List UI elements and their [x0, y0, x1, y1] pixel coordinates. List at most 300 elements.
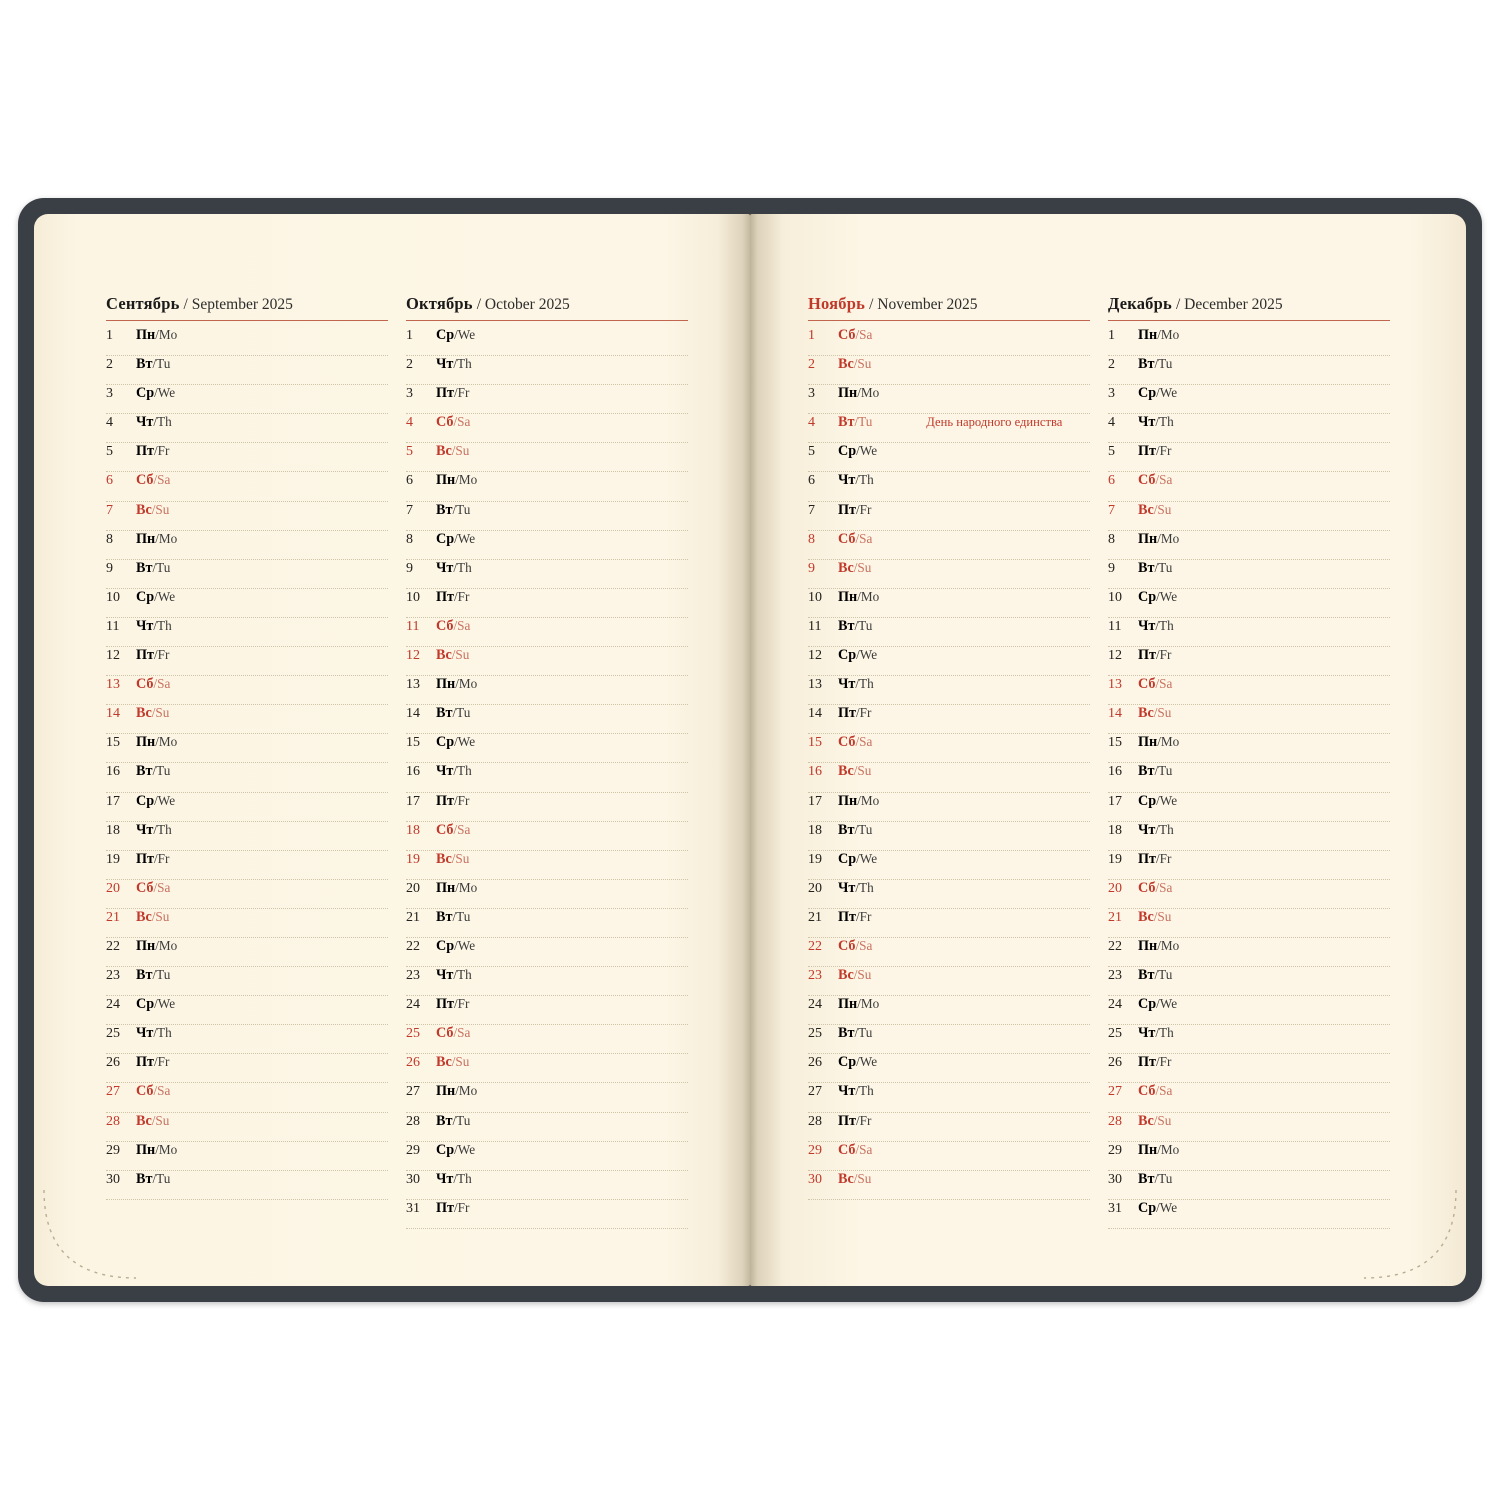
day-weekday-abbr	[838, 734, 872, 751]
day-row	[1108, 385, 1390, 414]
day-weekday-abbr	[1138, 763, 1172, 780]
day-number: 25	[808, 1026, 822, 1042]
day-number: 26	[106, 1055, 120, 1071]
day-weekday-abbr	[136, 822, 172, 839]
weekday-ru: Пн	[136, 530, 156, 547]
weekday-en: /Mo	[857, 996, 880, 1012]
weekday-ru: Пн	[136, 1141, 156, 1158]
day-row	[406, 1171, 688, 1200]
day-row	[106, 414, 388, 443]
day-weekday-abbr	[136, 356, 170, 373]
day-row	[406, 531, 688, 560]
day-number: 4	[106, 415, 113, 431]
day-number: 24	[106, 997, 120, 1013]
day-number: 30	[1108, 1171, 1122, 1187]
day-number: 7	[406, 502, 413, 518]
day-number: 21	[808, 909, 822, 925]
day-row	[106, 967, 388, 996]
day-row	[1108, 1083, 1390, 1112]
day-weekday-abbr	[436, 1083, 477, 1100]
weekday-en: /We	[454, 530, 476, 546]
day-weekday-abbr	[136, 996, 175, 1013]
weekday-ru: Сб	[838, 734, 856, 751]
weekday-en: /Tu	[152, 1170, 171, 1186]
day-weekday-abbr	[838, 880, 874, 897]
day-row	[106, 1113, 388, 1142]
weekday-ru: Пн	[1138, 327, 1158, 343]
day-number: 1	[808, 328, 815, 343]
day-weekday-abbr	[436, 589, 469, 606]
weekday-en: /Fr	[454, 996, 470, 1012]
day-weekday-abbr	[1138, 1025, 1174, 1042]
day-weekday-abbr	[436, 938, 475, 955]
day-weekday-abbr	[1138, 414, 1174, 431]
weekday-ru: Пт	[838, 501, 857, 518]
day-weekday-abbr	[1138, 996, 1177, 1013]
weekday-en: /We	[856, 647, 878, 663]
weekday-ru: Чт	[838, 676, 856, 693]
day-number: 11	[1108, 618, 1122, 634]
day-number: 16	[1108, 764, 1122, 780]
day-row	[406, 618, 688, 647]
weekday-ru: Вт	[136, 763, 153, 780]
month-column-november	[808, 294, 1090, 1229]
day-number: 28	[106, 1113, 120, 1129]
weekday-en: /Su	[1153, 501, 1172, 517]
day-weekday-abbr	[436, 1142, 475, 1159]
day-number: 1	[1108, 328, 1115, 343]
day-row	[1108, 443, 1390, 472]
weekday-ru: Вт	[136, 1170, 153, 1187]
day-row	[808, 560, 1090, 589]
day-weekday-abbr	[838, 589, 879, 606]
day-number: 12	[406, 648, 420, 664]
day-number: 13	[808, 677, 822, 693]
day-number: 14	[808, 706, 822, 722]
day-number: 27	[808, 1084, 822, 1100]
day-number: 4	[1108, 415, 1115, 431]
page-right	[750, 214, 1466, 1286]
weekday-ru: Пн	[838, 588, 858, 605]
day-list-september	[106, 327, 388, 1200]
month-header-november	[808, 294, 1090, 321]
weekday-ru: Пт	[436, 588, 455, 605]
weekday-ru: Пн	[436, 472, 456, 489]
day-number: 1	[106, 328, 113, 343]
weekday-ru: Вт	[838, 414, 855, 431]
day-number: 23	[1108, 968, 1122, 984]
day-weekday-abbr	[1138, 1142, 1179, 1159]
weekday-ru: Вс	[1138, 501, 1154, 518]
day-weekday-abbr	[436, 763, 472, 780]
day-number: 9	[106, 560, 113, 576]
day-row	[808, 880, 1090, 909]
day-row	[1108, 589, 1390, 618]
day-row	[106, 734, 388, 763]
day-weekday-abbr	[838, 618, 872, 635]
day-number: 29	[1108, 1142, 1122, 1158]
month-name-ru: Декабрь	[1108, 294, 1172, 313]
day-number: 26	[808, 1055, 822, 1071]
day-row	[1108, 472, 1390, 501]
day-weekday-abbr	[838, 502, 871, 519]
day-weekday-abbr	[838, 647, 877, 664]
day-number: 19	[406, 851, 420, 867]
weekday-ru: Пт	[1138, 1054, 1157, 1071]
day-row	[106, 938, 388, 967]
weekday-ru: Ср	[838, 647, 857, 664]
day-row	[106, 560, 388, 589]
weekday-ru: Ср	[436, 937, 455, 954]
weekday-en: /Mo	[857, 792, 880, 808]
weekday-ru: Пт	[436, 1199, 455, 1216]
weekday-ru: Пт	[1138, 443, 1157, 460]
weekday-ru: Вс	[436, 647, 452, 664]
weekday-ru: Ср	[136, 792, 155, 809]
day-row	[808, 472, 1090, 501]
weekday-en: /Th	[855, 676, 874, 692]
weekday-en: /We	[1156, 996, 1178, 1012]
day-weekday-abbr	[838, 705, 871, 722]
weekday-en: /Tu	[854, 821, 873, 837]
day-weekday-abbr	[1138, 589, 1177, 606]
day-weekday-abbr	[838, 414, 872, 431]
day-number: 10	[406, 589, 420, 605]
weekday-en: /Mo	[1157, 530, 1180, 546]
day-number: 2	[1108, 357, 1115, 373]
month-header-october	[406, 294, 688, 321]
day-number: 11	[406, 618, 420, 634]
day-number: 5	[808, 444, 815, 460]
day-weekday-abbr	[1138, 356, 1172, 373]
day-weekday-abbr	[136, 793, 175, 810]
day-row	[106, 531, 388, 560]
day-row	[1108, 414, 1390, 443]
day-number: 30	[106, 1171, 120, 1187]
weekday-ru: Сб	[136, 1083, 154, 1100]
day-number: 23	[808, 968, 822, 984]
weekday-en: /Fr	[154, 647, 170, 663]
day-row	[106, 1083, 388, 1112]
weekday-en: /Su	[451, 443, 470, 459]
weekday-ru: Пн	[838, 385, 858, 402]
day-number: 21	[1108, 909, 1122, 925]
day-weekday-abbr	[436, 1113, 470, 1130]
weekday-ru: Сб	[136, 676, 154, 693]
month-column-september	[106, 294, 388, 1229]
weekday-ru: Вт	[1138, 356, 1155, 373]
weekday-ru: Чт	[436, 1170, 454, 1187]
weekday-en: /Sa	[453, 414, 471, 430]
day-weekday-abbr	[1138, 502, 1171, 519]
weekday-ru: Сб	[436, 821, 454, 838]
day-weekday-abbr	[436, 647, 469, 664]
weekday-ru: Ср	[436, 327, 455, 343]
day-row	[808, 327, 1090, 356]
day-number: 19	[1108, 851, 1122, 867]
weekday-en: /We	[1156, 792, 1178, 808]
weekday-en: /Fr	[154, 1054, 170, 1070]
day-number: 23	[406, 968, 420, 984]
day-row	[1108, 793, 1390, 822]
day-row	[406, 385, 688, 414]
day-row	[106, 356, 388, 385]
day-weekday-abbr	[838, 851, 877, 868]
weekday-ru: Пт	[436, 996, 455, 1013]
weekday-en: /Mo	[155, 734, 178, 750]
day-weekday-abbr	[1138, 822, 1174, 839]
day-row	[406, 734, 688, 763]
weekday-en: /Sa	[855, 937, 873, 953]
day-number: 20	[406, 880, 420, 896]
day-weekday-abbr	[838, 472, 874, 489]
weekday-ru: Ср	[838, 1054, 857, 1071]
day-weekday-abbr	[1138, 647, 1171, 664]
weekday-ru: Сб	[838, 1141, 856, 1158]
weekday-en: /Mo	[1157, 734, 1180, 750]
weekday-ru: Вт	[436, 705, 453, 722]
weekday-ru: Пн	[136, 937, 156, 954]
weekday-ru: Вт	[838, 1025, 855, 1042]
day-weekday-abbr	[436, 502, 470, 519]
day-number: 18	[406, 822, 420, 838]
day-row	[106, 618, 388, 647]
day-number: 26	[1108, 1055, 1122, 1071]
day-number: 15	[808, 735, 822, 751]
day-row	[406, 763, 688, 792]
weekday-ru: Ср	[838, 850, 857, 867]
weekday-en: /Tu	[452, 705, 471, 721]
day-row	[406, 996, 688, 1025]
day-weekday-abbr	[136, 327, 177, 344]
weekday-ru: Чт	[1138, 821, 1156, 838]
weekday-ru: Ср	[1138, 385, 1157, 402]
day-weekday-abbr	[838, 938, 872, 955]
day-weekday-abbr	[136, 763, 170, 780]
weekday-en: /Tu	[854, 1025, 873, 1041]
weekday-ru: Чт	[838, 879, 856, 896]
day-weekday-abbr	[436, 560, 472, 577]
month-columns-right	[808, 294, 1428, 1229]
weekday-en: /Su	[853, 763, 872, 779]
weekday-en: /Th	[855, 1083, 874, 1099]
day-weekday-abbr	[136, 909, 169, 926]
weekday-en: /Su	[451, 1054, 470, 1070]
weekday-ru: Вс	[1138, 1112, 1154, 1129]
weekday-en: /Th	[453, 1170, 472, 1186]
day-row	[808, 1142, 1090, 1171]
weekday-en: /Tu	[452, 1112, 471, 1128]
weekday-en: /Mo	[455, 472, 478, 488]
weekday-ru: Чт	[436, 967, 454, 984]
day-row	[406, 793, 688, 822]
weekday-ru: Вт	[136, 559, 153, 576]
day-weekday-abbr	[838, 327, 872, 344]
weekday-en: /Mo	[455, 676, 478, 692]
day-row	[808, 1025, 1090, 1054]
day-number: 16	[106, 764, 120, 780]
day-weekday-abbr	[1138, 1054, 1171, 1071]
day-number: 9	[1108, 560, 1115, 576]
day-row	[406, 1142, 688, 1171]
month-header-september	[106, 294, 388, 321]
day-number: 24	[406, 997, 420, 1013]
day-number: 12	[1108, 648, 1122, 664]
weekday-ru: Чт	[436, 356, 454, 373]
day-weekday-abbr	[136, 472, 170, 489]
day-number: 26	[406, 1055, 420, 1071]
day-list-december	[1108, 327, 1390, 1229]
day-number: 8	[1108, 531, 1115, 547]
day-weekday-abbr	[436, 356, 472, 373]
holiday-note: День народного единства	[926, 415, 1063, 430]
day-weekday-abbr	[838, 1113, 871, 1130]
weekday-ru: Сб	[1138, 879, 1156, 896]
day-weekday-abbr	[436, 1054, 469, 1071]
day-number: 5	[406, 444, 413, 460]
day-number: 14	[1108, 706, 1122, 722]
day-number: 31	[1108, 1200, 1122, 1216]
weekday-ru: Вс	[436, 1054, 452, 1071]
day-number: 6	[808, 473, 815, 489]
day-row	[106, 647, 388, 676]
weekday-ru: Пн	[136, 327, 156, 343]
weekday-ru: Ср	[436, 1141, 455, 1158]
weekday-en: /Su	[853, 356, 872, 372]
weekday-en: /Th	[1155, 1025, 1174, 1041]
weekday-ru: Сб	[136, 472, 154, 489]
weekday-en: /Sa	[153, 1083, 171, 1099]
weekday-en: /Th	[153, 821, 172, 837]
day-number: 10	[808, 589, 822, 605]
day-number: 8	[808, 531, 815, 547]
day-weekday-abbr	[136, 705, 169, 722]
day-weekday-abbr	[136, 1171, 170, 1188]
weekday-en: /Th	[453, 967, 472, 983]
weekday-en: /Th	[1155, 617, 1174, 633]
day-row	[406, 676, 688, 705]
day-row	[406, 822, 688, 851]
day-row	[106, 327, 388, 356]
day-number: 20	[106, 880, 120, 896]
weekday-en: /Fr	[856, 908, 872, 924]
day-row	[406, 1083, 688, 1112]
weekday-ru: Вс	[1138, 908, 1154, 925]
day-row	[406, 1054, 688, 1083]
weekday-en: /We	[856, 1054, 878, 1070]
weekday-en: /Sa	[453, 1025, 471, 1041]
day-number: 16	[406, 764, 420, 780]
day-weekday-abbr	[838, 443, 877, 460]
day-number: 9	[406, 560, 413, 576]
day-weekday-abbr	[1138, 1083, 1172, 1100]
day-number: 15	[106, 735, 120, 751]
day-row	[406, 1200, 688, 1229]
day-weekday-abbr	[1138, 1113, 1171, 1130]
weekday-ru: Вс	[838, 763, 854, 780]
day-number: 4	[406, 415, 413, 431]
weekday-ru: Чт	[136, 617, 154, 634]
day-row	[106, 822, 388, 851]
day-weekday-abbr	[1138, 851, 1171, 868]
weekday-en: /Fr	[1156, 647, 1172, 663]
day-weekday-abbr	[1138, 967, 1172, 984]
weekday-en: /Mo	[857, 385, 880, 401]
weekday-ru: Чт	[436, 763, 454, 780]
day-weekday-abbr	[1138, 385, 1177, 402]
day-row	[406, 705, 688, 734]
day-number: 12	[808, 648, 822, 664]
weekday-ru: Пт	[838, 1112, 857, 1129]
weekday-en: /Su	[1153, 705, 1172, 721]
weekday-en: /Mo	[155, 1141, 178, 1157]
day-number: 5	[1108, 444, 1115, 460]
day-number: 18	[106, 822, 120, 838]
weekday-en: /Th	[855, 879, 874, 895]
day-number: 29	[406, 1142, 420, 1158]
day-number: 3	[808, 386, 815, 402]
weekday-en: /Tu	[152, 559, 171, 575]
day-row	[406, 880, 688, 909]
day-weekday-abbr	[436, 472, 477, 489]
day-row	[808, 356, 1090, 385]
day-row	[1108, 967, 1390, 996]
day-row	[406, 909, 688, 938]
weekday-en: /We	[154, 996, 176, 1012]
weekday-ru: Ср	[1138, 996, 1157, 1013]
weekday-ru: Ср	[436, 734, 455, 751]
day-row	[1108, 1113, 1390, 1142]
weekday-ru: Пн	[1138, 530, 1158, 547]
day-weekday-abbr	[436, 1171, 472, 1188]
day-row	[808, 502, 1090, 531]
day-weekday-abbr	[136, 676, 170, 693]
weekday-en: /Sa	[855, 530, 873, 546]
weekday-en: /Mo	[155, 937, 178, 953]
day-row	[406, 502, 688, 531]
weekday-en: /Tu	[452, 501, 471, 517]
weekday-ru: Пн	[436, 1083, 456, 1100]
day-row	[406, 443, 688, 472]
day-number: 22	[406, 938, 420, 954]
weekday-ru: Вс	[136, 501, 152, 518]
day-row	[808, 938, 1090, 967]
day-number: 10	[106, 589, 120, 605]
month-header-december	[1108, 294, 1390, 321]
day-weekday-abbr	[136, 414, 172, 431]
day-row	[406, 472, 688, 501]
day-number: 14	[406, 706, 420, 722]
day-weekday-abbr	[838, 1142, 872, 1159]
day-weekday-abbr	[1138, 938, 1179, 955]
day-row	[1108, 1025, 1390, 1054]
day-weekday-abbr	[136, 734, 177, 751]
day-row	[106, 909, 388, 938]
day-number: 17	[406, 793, 420, 809]
day-number: 13	[406, 677, 420, 693]
month-name-ru: Ноябрь	[808, 294, 866, 313]
day-weekday-abbr	[838, 763, 871, 780]
weekday-en: /Th	[453, 763, 472, 779]
day-weekday-abbr	[436, 531, 475, 548]
weekday-ru: Пн	[1138, 1141, 1158, 1158]
day-number: 19	[106, 851, 120, 867]
day-number: 18	[808, 822, 822, 838]
day-weekday-abbr	[436, 618, 470, 635]
day-row	[106, 763, 388, 792]
weekday-ru: Сб	[838, 937, 856, 954]
day-weekday-abbr	[136, 1025, 172, 1042]
